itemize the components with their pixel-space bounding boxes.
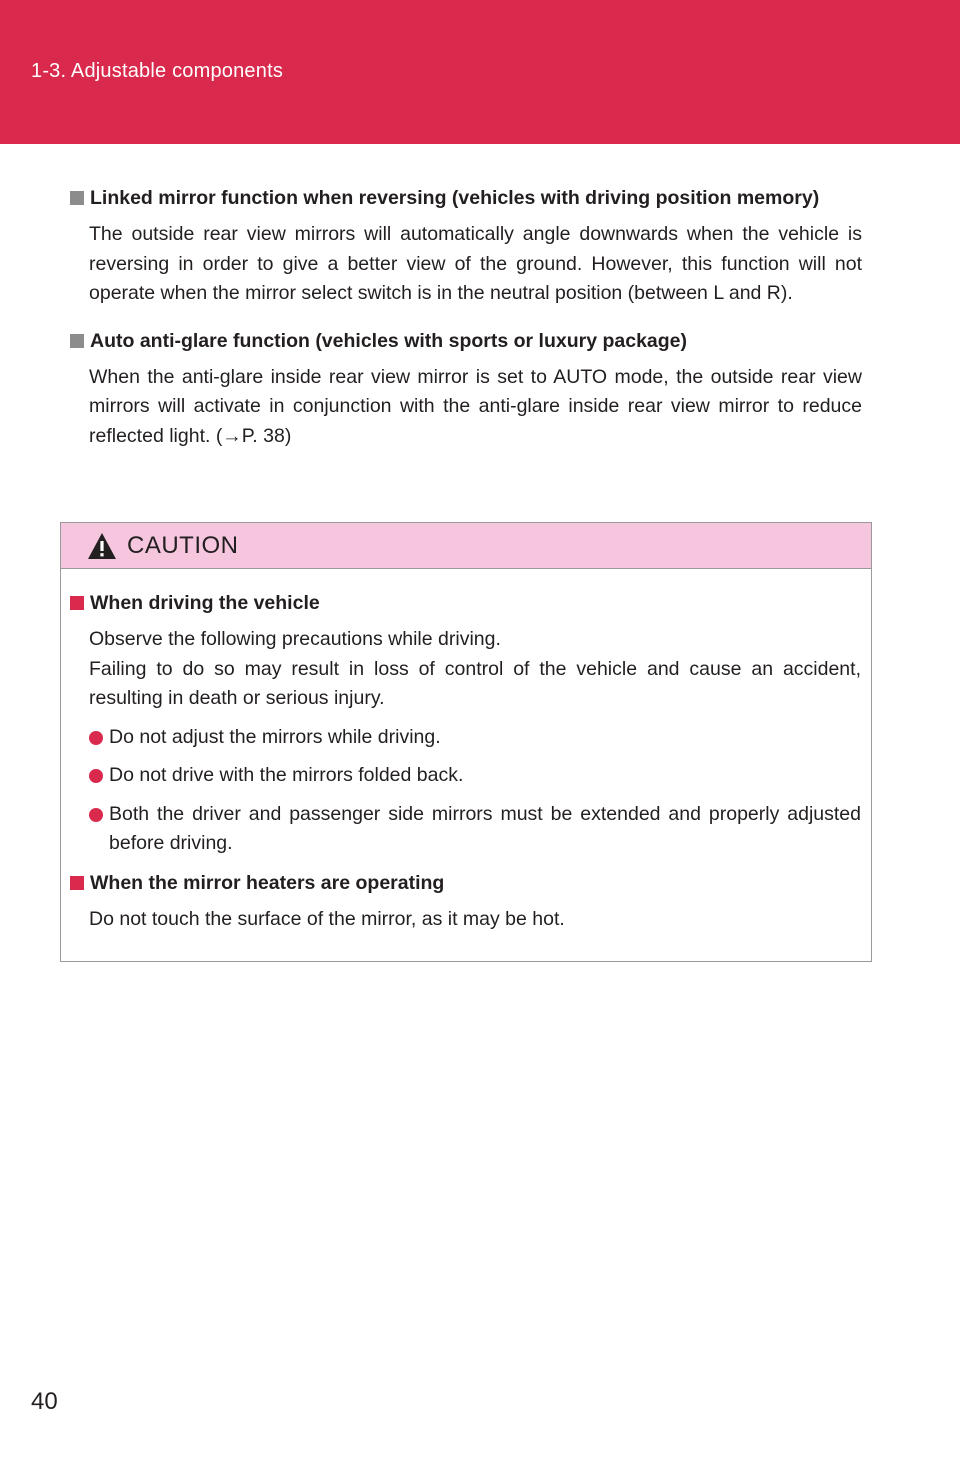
- caution-paragraph: Failing to do so may result in loss of control of the vehicle and cause an accident, resulting in death or serious injury.: [89, 657, 861, 709]
- gray-square-icon: [70, 191, 84, 205]
- section-paragraph: The outside rear view mirrors will automatically angle downwards when the vehicle is reversing in order to give a better view of the ground. However, this function will not operate when the mirror select switch is in the neutral position (between L and R).: [89, 223, 862, 304]
- list-item-text: Do not adjust the mirrors while driving.: [109, 725, 441, 748]
- red-bullet-icon: [89, 731, 103, 745]
- list-item: [89, 723, 861, 753]
- red-bullet-icon: [89, 769, 103, 783]
- list-item: [89, 761, 861, 791]
- section-linked-mirror: [70, 184, 862, 309]
- caution-paragraph: Do not touch the surface of the mirror, as it may be hot.: [89, 907, 565, 930]
- section-heading-text: Linked mirror function when reversing (vehicles with driving position memory): [90, 187, 820, 209]
- caution-heading-text: When driving the vehicle: [90, 592, 320, 614]
- header-title: 1-3. Adjustable components: [31, 60, 284, 82]
- main-content: [70, 184, 862, 469]
- section-heading: [70, 327, 862, 355]
- section-paragraph: When the anti-glare inside rear view mirror is set to AUTO mode, the outside rear view mirrors will activate in conjunction with the anti-glare inside rear view mirror to reduce reflected light. (→P. 38): [89, 365, 862, 447]
- red-bullet-icon: [89, 808, 103, 822]
- caution-heading: [70, 869, 861, 897]
- caution-paragraph: Observe the following precautions while driving.: [89, 628, 501, 650]
- list-item: [89, 800, 861, 859]
- section-heading-text: Auto anti-glare function (vehicles with sports or luxury package): [90, 329, 688, 352]
- section-heading: [70, 184, 862, 212]
- gray-square-icon: [70, 334, 84, 348]
- warning-triangle-icon: [87, 532, 117, 560]
- caution-box: [60, 522, 872, 962]
- caution-heading-text: When the mirror heaters are operating: [90, 871, 445, 894]
- page-number: 40: [31, 1388, 58, 1415]
- caution-header: [61, 523, 871, 569]
- section-auto-anti-glare: [70, 327, 862, 452]
- page-header: [0, 0, 960, 144]
- red-square-icon: [70, 596, 84, 610]
- caution-body: [61, 569, 871, 934]
- caution-heading: [70, 589, 861, 617]
- red-square-icon: [70, 876, 84, 890]
- list-item-text: Do not drive with the mirrors folded back.: [109, 764, 464, 786]
- list-item-text: Both the driver and passenger side mirrors must be extended and properly adjusted before driving.: [109, 802, 861, 854]
- caution-title: CAUTION: [127, 531, 239, 559]
